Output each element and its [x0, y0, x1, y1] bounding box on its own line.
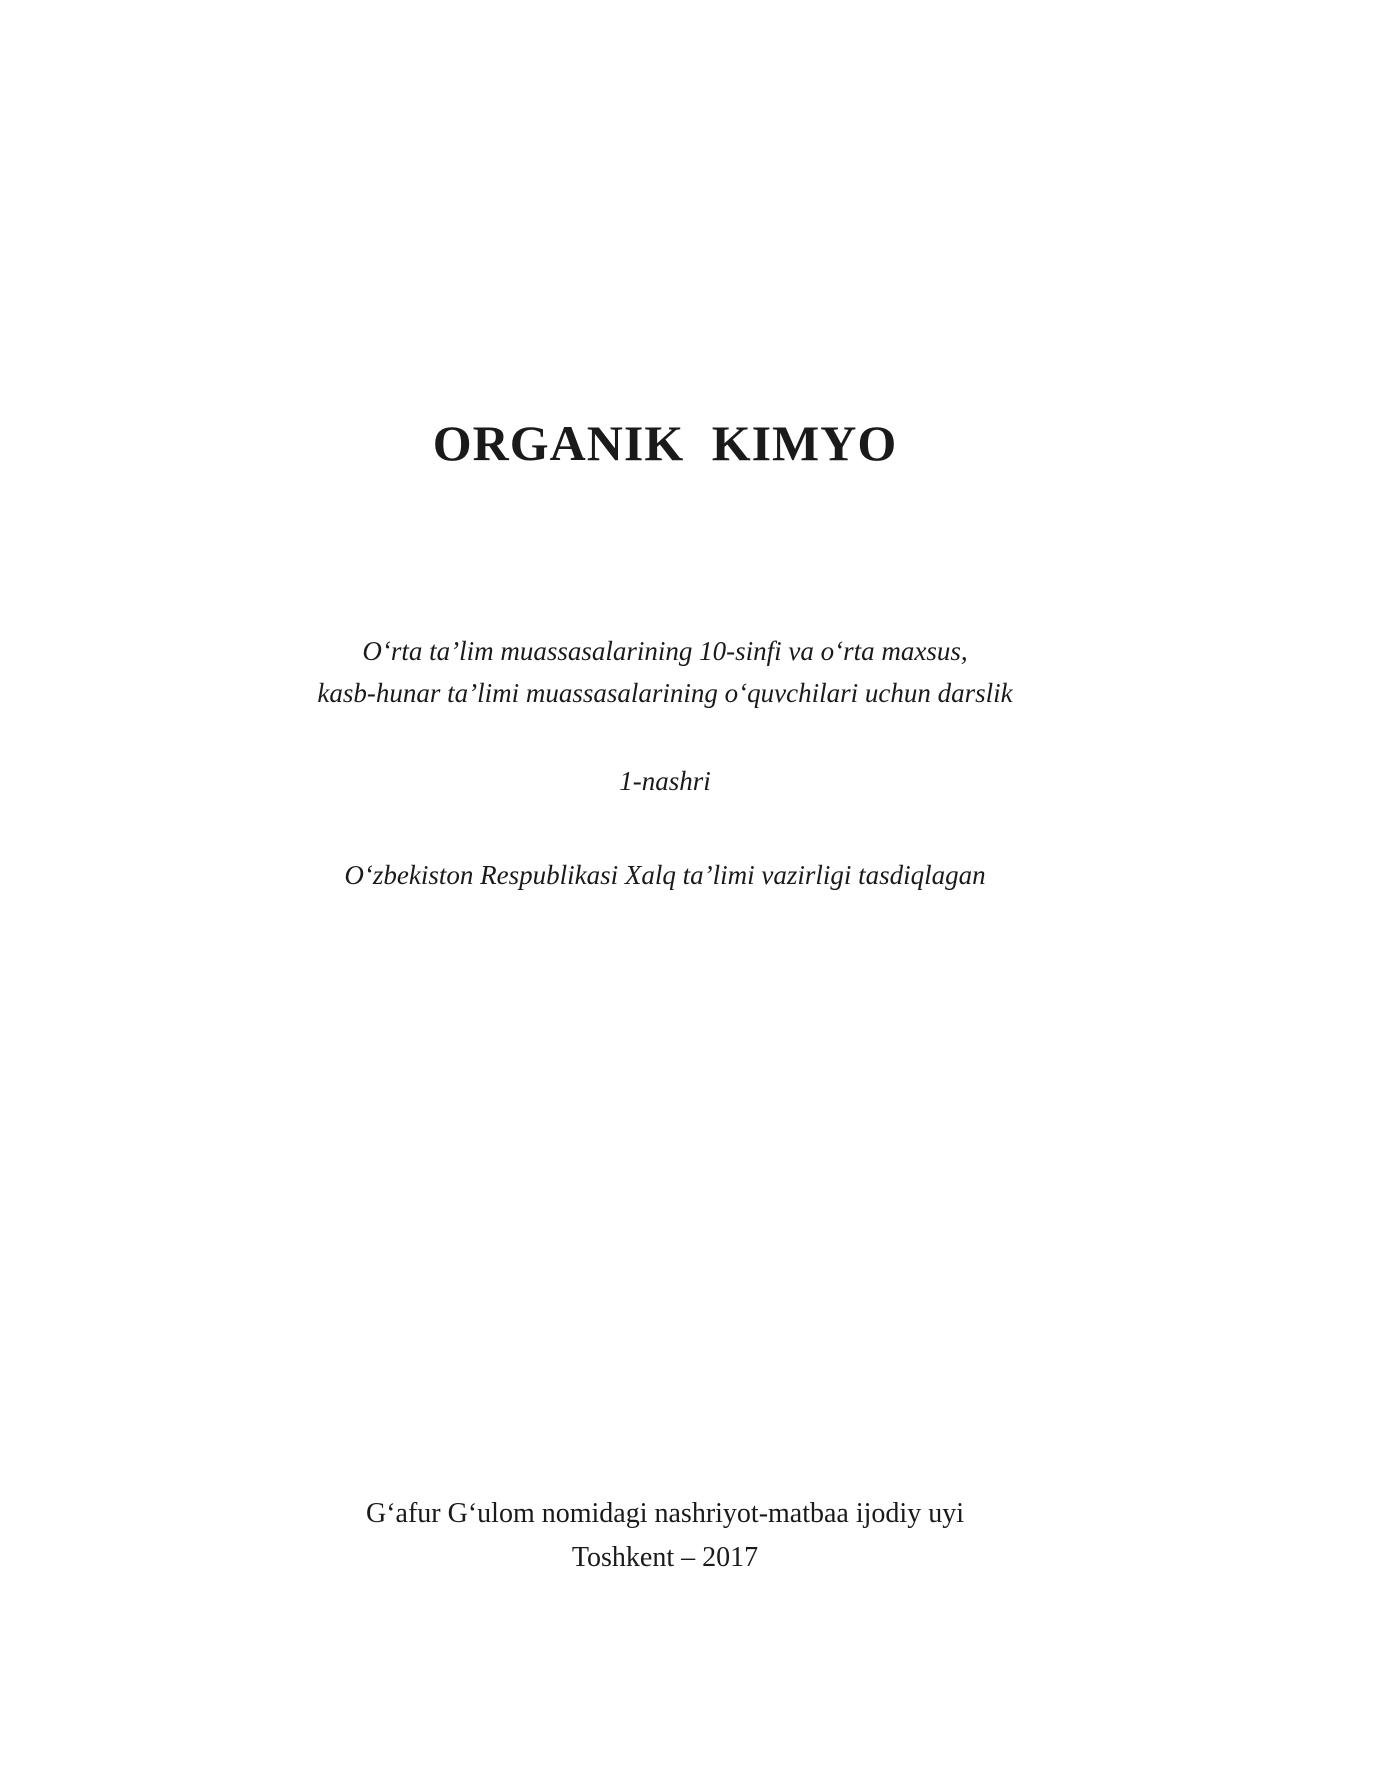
publication-place-year: Toshkent – 2017 — [571, 1542, 759, 1573]
publisher-name: G‘afur G‘ulom nomidagi nashriyot-matbaa ijodiy uyi — [366, 1498, 964, 1529]
book-title: ORGANIK KIMYO — [432, 415, 898, 471]
book-subtitle — [0, 630, 1330, 714]
publisher-block — [0, 1492, 1330, 1580]
subtitle-line-1: O‘rta ta’lim muassasalarining 10-sinfi va o‘rta maxsus, — [362, 636, 968, 666]
subtitle-line-2: kasb-hunar ta’limi muassasalarining o‘quvchilari uchun darslik — [317, 678, 1013, 708]
approval-statement: O‘zbekiston Respublikasi Xalq ta’limi vazirligi tasdiqlagan — [344, 860, 986, 890]
edition-label: 1-nashri — [619, 766, 711, 796]
